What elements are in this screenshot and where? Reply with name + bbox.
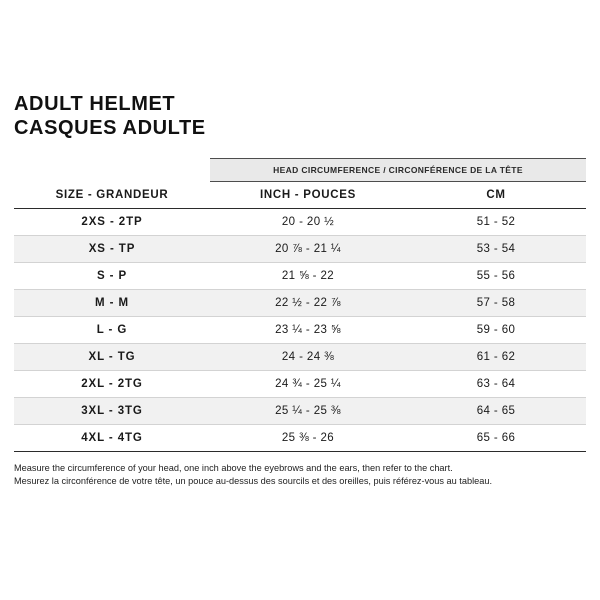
measurement-notes	[14, 462, 586, 488]
table-row	[14, 317, 586, 344]
column-header-size: SIZE - GRANDEUR	[14, 182, 210, 209]
table-body	[14, 209, 586, 452]
table-column-header-row	[14, 182, 586, 209]
table-row	[14, 209, 586, 236]
note-fr: Mesurez la circonférence de votre tête, un pouce au-dessus des sourcils et des oreilles, puis référez-vous au tableau.	[14, 476, 493, 486]
table-row	[14, 371, 586, 398]
table-row	[14, 344, 586, 371]
cell-inch: 25 ⅜ - 26	[210, 425, 406, 452]
cell-cm: 55 - 56	[406, 263, 586, 290]
cell-cm: 63 - 64	[406, 371, 586, 398]
cell-size: M - M	[14, 290, 210, 317]
cell-inch: 20 ⅞ - 21 ¼	[210, 236, 406, 263]
column-header-inch: INCH - POUCES	[210, 182, 406, 209]
cell-size: XL - TG	[14, 344, 210, 371]
cell-inch: 20 - 20 ½	[210, 209, 406, 236]
cell-inch: 25 ¼ - 25 ⅜	[210, 398, 406, 425]
cell-cm: 59 - 60	[406, 317, 586, 344]
table-group-header-row	[14, 159, 586, 182]
cell-cm: 61 - 62	[406, 344, 586, 371]
cell-size: S - P	[14, 263, 210, 290]
cell-cm: 51 - 52	[406, 209, 586, 236]
group-header-spacer	[14, 159, 210, 182]
page-title	[14, 92, 586, 140]
table-row	[14, 263, 586, 290]
cell-size: L - G	[14, 317, 210, 344]
table-row	[14, 425, 586, 452]
size-chart-table	[14, 158, 586, 452]
cell-inch: 22 ½ - 22 ⅞	[210, 290, 406, 317]
group-header-circumference: HEAD CIRCUMFERENCE / CIRCONFÉRENCE DE LA TÊTE	[210, 159, 586, 182]
cell-size: 4XL - 4TG	[14, 425, 210, 452]
note-en: Measure the circumference of your head, one inch above the eyebrows and the ears, then refer to the chart.	[14, 463, 453, 473]
cell-inch: 24 - 24 ⅜	[210, 344, 406, 371]
cell-size: 2XL - 2TG	[14, 371, 210, 398]
column-header-cm: CM	[406, 182, 586, 209]
table-row	[14, 236, 586, 263]
cell-inch: 24 ¾ - 25 ¼	[210, 371, 406, 398]
cell-size: XS - TP	[14, 236, 210, 263]
cell-cm: 64 - 65	[406, 398, 586, 425]
title-line-fr: CASQUES ADULTE	[14, 117, 206, 139]
cell-cm: 53 - 54	[406, 236, 586, 263]
cell-inch: 23 ¼ - 23 ⅝	[210, 317, 406, 344]
cell-size: 3XL - 3TG	[14, 398, 210, 425]
cell-inch: 21 ⅝ - 22	[210, 263, 406, 290]
title-line-en: ADULT HELMET	[14, 93, 176, 115]
cell-cm: 65 - 66	[406, 425, 586, 452]
table-row	[14, 290, 586, 317]
cell-cm: 57 - 58	[406, 290, 586, 317]
table-row	[14, 398, 586, 425]
cell-size: 2XS - 2TP	[14, 209, 210, 236]
